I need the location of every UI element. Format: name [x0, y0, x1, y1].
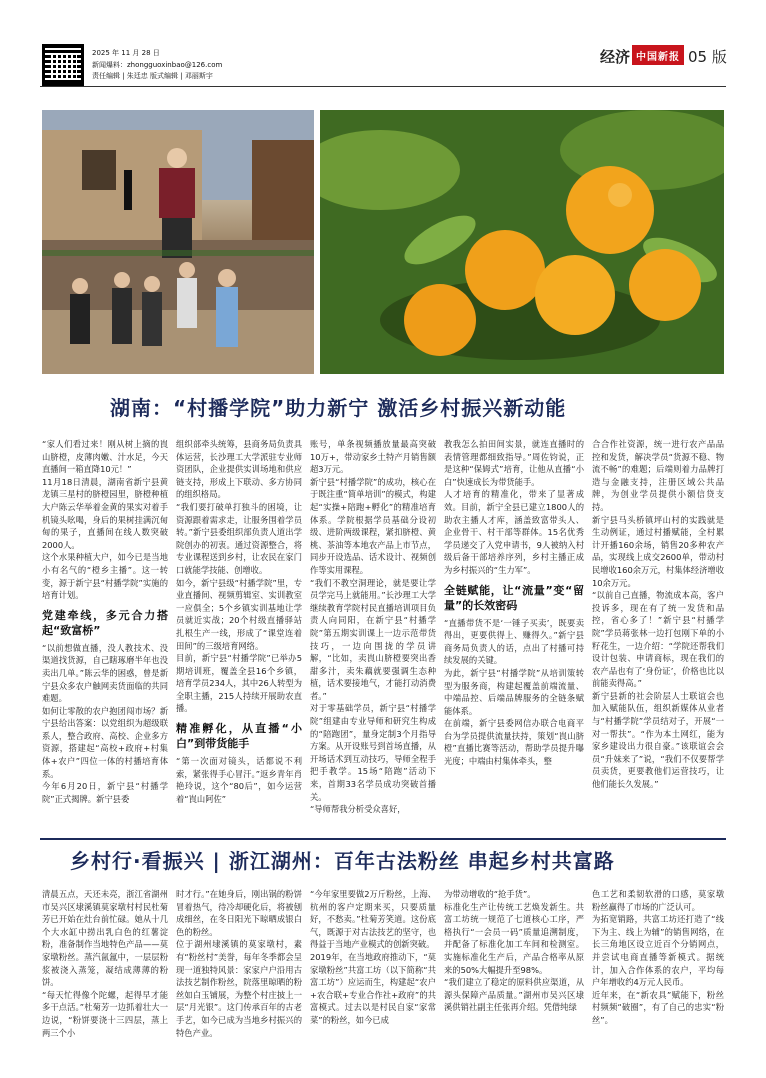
article2-col4-text: 为带动增收的“抢手货”。 标准化生产让传统工艺焕发新生。共富工坊统一规范了七道核心工序，严格执行“一会员一码”质量追溯制度，并配备了标准化加工车间和检测室。实施标准化生产后，产品合格率从原来的50%大幅提升至98%。 “我们建立了稳定的原料供应渠道，从源头保障产品质量。”湖州市吴兴区埭溪供销社副主任张再介绍。凭借纯绿 — [444, 889, 584, 1013]
article2-column-1 — [42, 888, 168, 1068]
article1-col1-text: “家人们看过来！刚从树上摘的崀山脐橙，皮薄肉嫩、汁水足，今天直播间一箱直降10元！” 11月18日清晨，湖南省新宁县黄龙镇三星村的脐橙园里，脐橙种植大户陈云华举着金黄的果实对着手机镜头吆喝，身后的果树挂满沉甸甸的果子，直播间在线人数突破2000人。 这个水果种植大户，如今已是当地小有名气的“橙乡主播”。这一转变，源于新宁县“村播学院”实施的培育计划。 — [42, 439, 168, 601]
article1-col2-text: 组织部牵头统筹，县商务局负责具体运营，长沙理工大学派驻专业师资团队，企业提供实训场地和供应链支持，形成上下联动、多方协同的组织格局。 “我们要打破单打独斗的困境，让资源跟着需求走，让服务围着学员转。”新宁县委组织部负责人道出学院创办的初衷。通过资源整合，将专业课程送到乡村，让农民在家门口就能学技能、创增收。 如今，新宁县级“村播学院”里，专业直播间、视频剪辑室、实训教室一应俱全；5个乡镇实训基地让学员就近实战；20个村级直播驿站扎根生产一线，形成了“课堂连着田间”的三级培育网络。 目前，新宁县“村播学院”已举办5期培训班，覆盖全县16个乡镇，培育学员234人，其中26人转型为全职主播，215人持续开展助农直播。 — [176, 439, 302, 714]
article2-headline: 乡村行·看振兴 | 浙江湖州：百年古法粉丝 串起乡村共富路 — [70, 849, 615, 873]
masthead-divider — [40, 86, 726, 87]
article1-col4-text: 教我怎么拍田间实景，就连直播时的表情管理都细致指导。”周佐钧说，正是这种“保姆式”培育，让他从直播“小白”快速成长为带货能手。 人才培育的精准化，带来了显著成效。目前，新宁全县已建立1800人的助农主播人才库，涵盖致富带头人、企业骨干、村干部等群体。15名优秀学员递交了入党申请书，9人被纳入村级后备干部培养序列，乡村主播正成为乡村振兴的“生力军”。 — [444, 439, 584, 575]
article1-subhead-1: 党建牵线，多元合力搭起“致富桥” — [42, 608, 168, 637]
article2-col2-text: 时才行。”在她身后，刚出锅的粉饼冒着热气，待冷却硬化后，将被刨成细丝，在冬日阳光下晾晒成银白色的粉丝。 位于湖州埭溪镇的莫家墩村，素有“粉丝村”美誉，每年冬季都会呈现一道独特风景：家家户户沿用古法技艺制作粉丝，院落里晾晒的粉丝如白玉铺展，为整个村庄披上一层“月光银”。这门传承百年的古老手艺，如今已成为当地乡村振兴的特色产业。 — [176, 889, 302, 1038]
article1-headline: 湖南：“村播学院”助力新宁 激活乡村振兴新动能 — [110, 396, 567, 420]
newspaper-logo: 中国新报 — [632, 45, 684, 65]
issue-date: 2025 年 11 月 28 日 — [92, 49, 160, 57]
article1-column-3 — [310, 438, 436, 838]
article1-subhead-3: 全链赋能，让“流量”变“留量”的长效密码 — [444, 583, 584, 612]
article1-subhead-2: 精准孵化，从直播“小白”到带货能手 — [176, 722, 302, 751]
article1-col5-text: 合合作社资源，统一进行农产品品控和发货，解决学员“货源不稳、物流不畅”的难题；后端则着力品牌打造与金融支持，注册区域公共品牌，为创业学员提供小额信贷支持。 新宁县马头桥镇坪山村的实践就是生动例证，通过村播赋能，全村累计开播160余场，销售20多种农产品，实现线上成交2600单，带动村民增收160余万元，村集体经济增收10余万元。 “以前自己直播，物流成本高，客户投诉多，现在有了统一发货和品控，省心多了！”新宁县“村播学院”学员蒋张林一边打包刚下单的小籽花生，一边介绍：“学院还帮我们设计包装、申请商标，现在我们的农产品也有了‘身份证’，价格也比以前能卖得高。” 新宁县新的社会阶层人士联谊会也加入赋能队伍，组织新媒体从业者与“村播学院”学员结对子，开展“一对一帮扶”。“作为本土网红，能为家乡建设出力很自豪。”该联谊会会员“升妹来了”说，“我们不仅要帮学员卖货，更要教他们运营技巧，让他们能长久发展。” — [592, 439, 724, 790]
article2-col5-text: 色工艺和柔韧软滑的口感，莫家墩粉丝赢得了市场的广泛认可。 为拓宽销路，共富工坊还打造了“线下为主、线上为辅”的销售网络，在长三角地区设立近百个分销网点，并尝试电商直播等新模式。据统计，加入合作体系的农户，平均每户年增收约4万元人民币。 近年来，在“新农具”赋能下，粉丝村频频“破圈”，有了自己的忠实“粉丝”。 — [592, 889, 724, 1025]
village-livestream-photo — [42, 110, 314, 374]
article2-column-5 — [592, 888, 724, 1068]
article1-column-5 — [592, 438, 724, 838]
article1-column-2 — [176, 438, 302, 838]
hotline: 新闻爆料：zhongguoxinbao@126.com — [92, 61, 223, 69]
article1-col3-text: 账号，单条视频播放量最高突破10万+，带动家乡土特产月销售额超3万元。 新宁县“村播学院”的成功，核心在于既注重“简单培训”的模式，构建起“实操+陪跑+孵化”的精准培育体系。学院根据学员基础分设初级、进阶两级课程，紧扣脐橙、黄桃、茶油等本地农产品上市节点，同步开设选品、话术设计、视频创作等实用课程。 “我们不教空洞理论，就是要让学员学完马上就能用。”长沙理工大学继续教育学院村民直播培训项目负责人向同阳，在新宁县“村播学院”第五期实训课上一边示范带货技巧，一边向围拢的学员讲解，“比如，卖崀山脐橙要突出香甜多汁，卖朱藕就要强调生态种植，话术要接地气，才能打动消费者。” 对于零基础学员，新宁县“村播学院”组建由专业导师和研究生构成的“陪跑团”，量身定制3个月指导方案。从开设账号到首场直播，从开场话术到互动技巧，导师全程手把手教学。15场“陪跑”活动下来，首期33名学员成功突破首播关。 “导师帮我分析受众喜好， — [310, 439, 436, 815]
article2-column-4 — [444, 888, 584, 1068]
edition-label: 05 版 — [688, 48, 727, 66]
article2-col1-text: 清晨五点，天还未亮，浙江省湖州市吴兴区埭溪镇莫家墩村村民杜菊芳已开始在灶台前忙碌。她从十几个大水缸中捞出乳白色的红薯淀粉，准备制作当地特色产品——莫家墩粉丝。蒸汽氤氲中，一层层粉浆被浇入蒸笼，凝结成薄薄的粉饼。 “每天忙得像个陀螺，起得早才能多干点活。”杜菊芳一边抓着壮大一边说，“粉饼要浇十三四层，蒸上两三个小 — [42, 889, 168, 1038]
article1-col4b-text: “直播带货不是‘一锤子买卖’，既要卖得出，更要供得上、赚得久。”新宁县商务局负责人的话，点出了村播可持续发展的关键。 为此，新宁县“村播学院”从培训策转型为服务商，构建起覆盖前端流量、中端品控、后端品牌服务的全链条赋能体系。 在前端，新宁县委网信办联合电商平台为学员提供流量扶持，策划“崀山脐橙”直播比赛等活动，帮助学员提升曝光度；中端由村集体牵头，整 — [444, 617, 584, 767]
article1-column-1 — [42, 438, 168, 838]
article1-col1b-text: “以前想做直播，没人教技术、没渠道找货源，自己瞎琢磨半年也没卖出几单。”陈云华的困惑，曾是新宁县众多农户触网卖货面临的共同难题。 如何让零散的农户抱团闯市场？新宁县给出答案：以党组织为超级联系人，整合政府、高校、企业多方资源，搭建起“高校+政府+村集体+农户”四位一体的村播培育体系。 今年6月20日，新宁县“村播学院”正式揭牌。新宁县委 — [42, 642, 168, 804]
article-divider — [40, 838, 726, 840]
section-label: 经济 — [600, 48, 631, 66]
navel-orange-photo — [320, 110, 724, 374]
article2-col3-text: “今年家里要做2万斤粉丝，上海、杭州的客户定期来买，只要质量好，不愁卖。”杜菊芳笑道。这份底气，既源于对古法技艺的坚守，也得益于当地产业模式的创新突破。 2019年，在当地政府推动下，“莫家墩粉丝”共富工坊（以下简称“共富工坊”）应运而生，构建起“农户+农合联+专业合作社+政府”的共富模式。过去以是村民自家“家常菜”的粉丝，如今已成 — [310, 889, 436, 1025]
qr-code — [42, 44, 84, 86]
article1-col2b-text: “第一次面对镜头，话都说不利索，紧张得手心冒汗。”返乡青年肖艳玲说，这个“80后”，如今运营着“崀山阿佐” — [176, 756, 302, 804]
article2-column-3 — [310, 888, 436, 1068]
editors: 责任编辑 | 朱廷忠 版式编辑 | 邓丽斯宇 — [92, 72, 213, 80]
article2-column-2 — [176, 888, 302, 1068]
article1-column-4 — [444, 438, 584, 838]
